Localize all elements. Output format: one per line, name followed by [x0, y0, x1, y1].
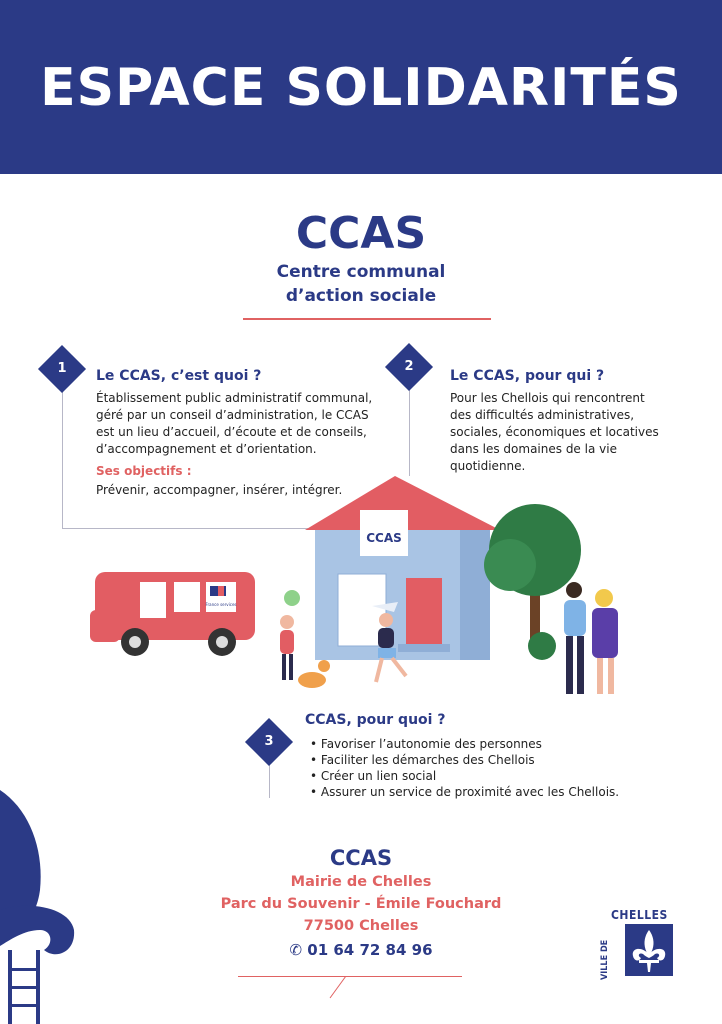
section1-text [96, 390, 386, 458]
bus-illustration [90, 572, 255, 656]
list-item: • Favoriser l’autonomie des personnes [310, 736, 619, 752]
section2-line: sociales, économiques et locatives [450, 425, 659, 439]
section2-number: 2 [404, 359, 414, 374]
page-title: ESPACE SOLIDARITÉS [40, 58, 682, 118]
section2-line: quotidienne. [450, 459, 526, 473]
logo-ville-de: VILLE DE [600, 939, 610, 980]
section3-connector [269, 762, 270, 798]
section2-line: dans les domaines de la vie [450, 442, 617, 456]
building-sign: CCAS [366, 531, 402, 545]
section2-line: des difficultés administratives, [450, 408, 635, 422]
logo-chelles: CHELLES [611, 908, 668, 922]
footer-divider [238, 976, 462, 977]
person-child-ball [280, 590, 300, 680]
section1-connector-vertical [62, 384, 63, 528]
section1-line: Établissement public administratif communal, [96, 391, 373, 405]
dog-illustration [298, 660, 330, 688]
footer-divider-tick [326, 976, 350, 1000]
section2-line: Pour les Chellois qui rencontrent [450, 391, 645, 405]
header-banner [0, 0, 722, 174]
footer-address-line2: Parc du Souvenir - Émile Fouchard [220, 896, 502, 912]
section1-number: 1 [57, 361, 67, 376]
house-illustration [305, 476, 500, 660]
section1-line: est un lieu d’accueil, d’écoute et de conseils, [96, 425, 367, 439]
logo-fleur-icon [625, 924, 673, 976]
footer-address-line3: 77500 Chelles [303, 918, 419, 934]
ccas-illustration [80, 470, 640, 710]
ccas-subtitle-line2: d’action sociale [285, 286, 437, 306]
footer-address-line1: Mairie de Chelles [290, 874, 432, 890]
phone-number: 01 64 72 84 96 [307, 941, 433, 959]
section3-number: 3 [264, 734, 274, 749]
section1-line: d’accompagnement et d’orientation. [96, 442, 317, 456]
title-divider [243, 318, 491, 320]
section3-bullet-list [310, 736, 619, 800]
list-item: • Créer un lien social [310, 768, 619, 784]
objectives-text: Prévenir, accompagner, insérer, intégrer. [96, 483, 343, 497]
section1-heading: Le CCAS, c’est quoi ? [96, 368, 262, 384]
section2-connector [409, 384, 410, 476]
ccas-title: CCAS [295, 208, 427, 259]
section1-line: géré par un conseil d’administration, le CCAS [96, 408, 369, 422]
section2-text [450, 390, 710, 475]
phone-icon: ✆ [289, 941, 308, 959]
section3-heading: CCAS, pour quoi ? [305, 712, 446, 728]
section2-heading: Le CCAS, pour qui ? [450, 368, 605, 384]
bus-sign: France services [205, 602, 237, 607]
list-item: • Assurer un service de proximité avec les Chellois. [310, 784, 619, 800]
couple-illustration [564, 582, 618, 694]
footer-phone [0, 941, 722, 959]
list-item: • Faciliter les démarches des Chellois [310, 752, 619, 768]
ccas-subtitle [0, 260, 722, 308]
objectives-label: Ses objectifs : [96, 464, 192, 478]
footer-title: CCAS [329, 846, 393, 870]
ccas-subtitle-line1: Centre communal [276, 262, 446, 282]
